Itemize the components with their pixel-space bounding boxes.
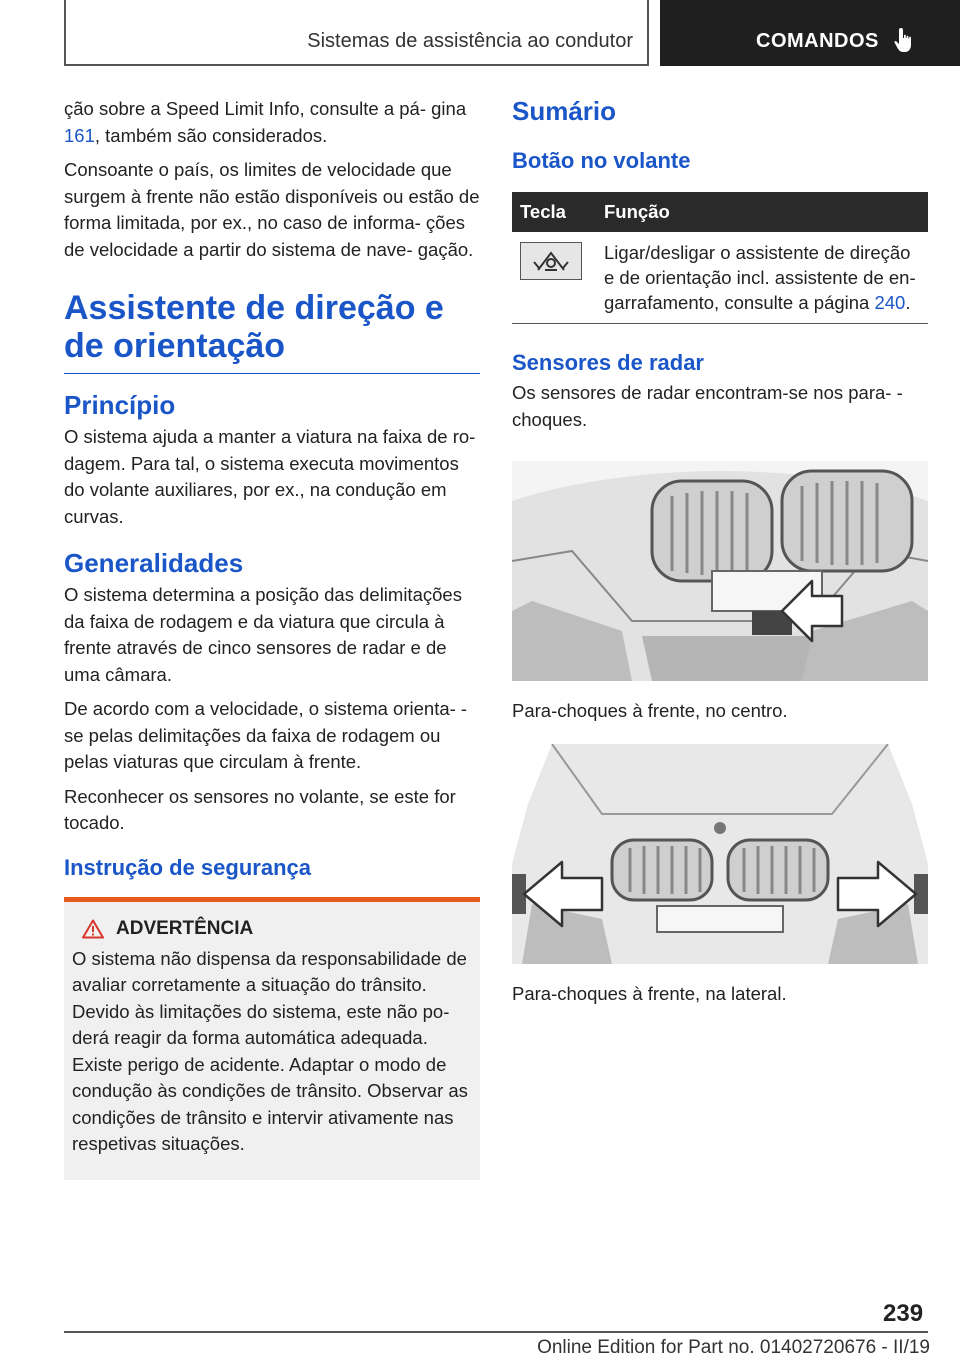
header-chapter-label: COMANDOS [756,30,879,52]
figure-caption-2: Para-choques à frente, na lateral. [512,983,787,1004]
header-section-title: Sistemas de assistência ao condutor [307,30,633,52]
warning-box [64,902,480,1180]
footer-edition: Online Edition for Part no. 01402720676 - II/19 [537,1337,930,1358]
table-header-key: Tecla [512,192,596,232]
principio-text: O sistema ajuda a manter a viatura na faixa de ro‐ dagem. Para tal, o sistema executa movimentos do volante auxiliares, por ex., na condução em curvas. [64,426,476,527]
botao-heading: Botão no volante [512,148,691,173]
figure-caption-1: Para-choques à frente, no centro. [512,700,788,721]
header-chapter-tab [660,0,960,66]
generalidades-paragraph-3: Reconhecer os sensores no volante, se este for tocado. [64,785,456,833]
radar-text: Os sensores de radar encontram-se nos para‐ -choques. [512,382,903,430]
pointing-hand-icon [892,26,918,54]
front-bumper-center-illustration [512,461,928,681]
generalidades-paragraph-2: De acordo com a velocidade, o sistema orienta‐ -se pelas delimitações da faixa de rodagem ou pelas viaturas que circulam à frente. [64,698,468,772]
radar-heading: Sensores de radar [512,350,704,375]
intro-paragraph-1: ção sobre a Speed Limit Info, consulte a pá‐ gina 161, também são considerados. [64,98,467,146]
footer-rule [64,1331,928,1333]
sumario-heading: Sumário [512,96,617,126]
front-bumper-lateral-illustration [512,744,928,964]
principio-heading: Princípio [64,390,176,420]
left-column [64,96,480,1180]
chapter-heading: Assistente de direção e de orientação [64,289,480,374]
page-number: 239 [883,1300,924,1327]
table-header-function: Função [596,192,928,232]
intro-paragraph-2: Consoante o país, os limites de velocidade que surgem à frente não estão disponíveis ou estão de forma limitada, por ex., no caso de informa‐ ções de velocidade a partir do sistema de nave‐ gação. [64,159,480,260]
right-column [512,96,928,1007]
warning-triangle-icon [82,919,104,939]
key-function-table [512,192,928,324]
table-row [512,232,928,324]
steering-assist-button-icon [520,242,582,280]
seguranca-heading: Instrução de segurança [64,854,311,880]
generalidades-heading: Generalidades [64,548,244,578]
warning-text: O sistema não dispensa da responsabilidade de avaliar corretamente a situação do trânsito. Devido às limitações do sistema, este não po‐ derá reagir da forma automática adequada. Existe perigo de acidente. Adaptar o modo de condução às condições de trânsito. Observar as condições de trânsito e intervir ativamente nas respetivas situações. [72,947,468,1154]
warning-title: ADVERTÊNCIA [72,918,472,940]
page-link-161[interactable]: 161 [64,124,95,146]
header-section-box [64,0,649,66]
table-cell-function: Ligar/desligar o assistente de direção e de orientação incl. assistente de en‐ garrafamento, consulte a página 240. [596,232,928,324]
generalidades-paragraph-1: O sistema determina a posição das delimitações da faixa de rodagem e da viatura que circula à frente através de cinco sensores de radar e de uma câmara. [64,584,462,685]
page-link-240[interactable]: 240 [874,292,906,313]
